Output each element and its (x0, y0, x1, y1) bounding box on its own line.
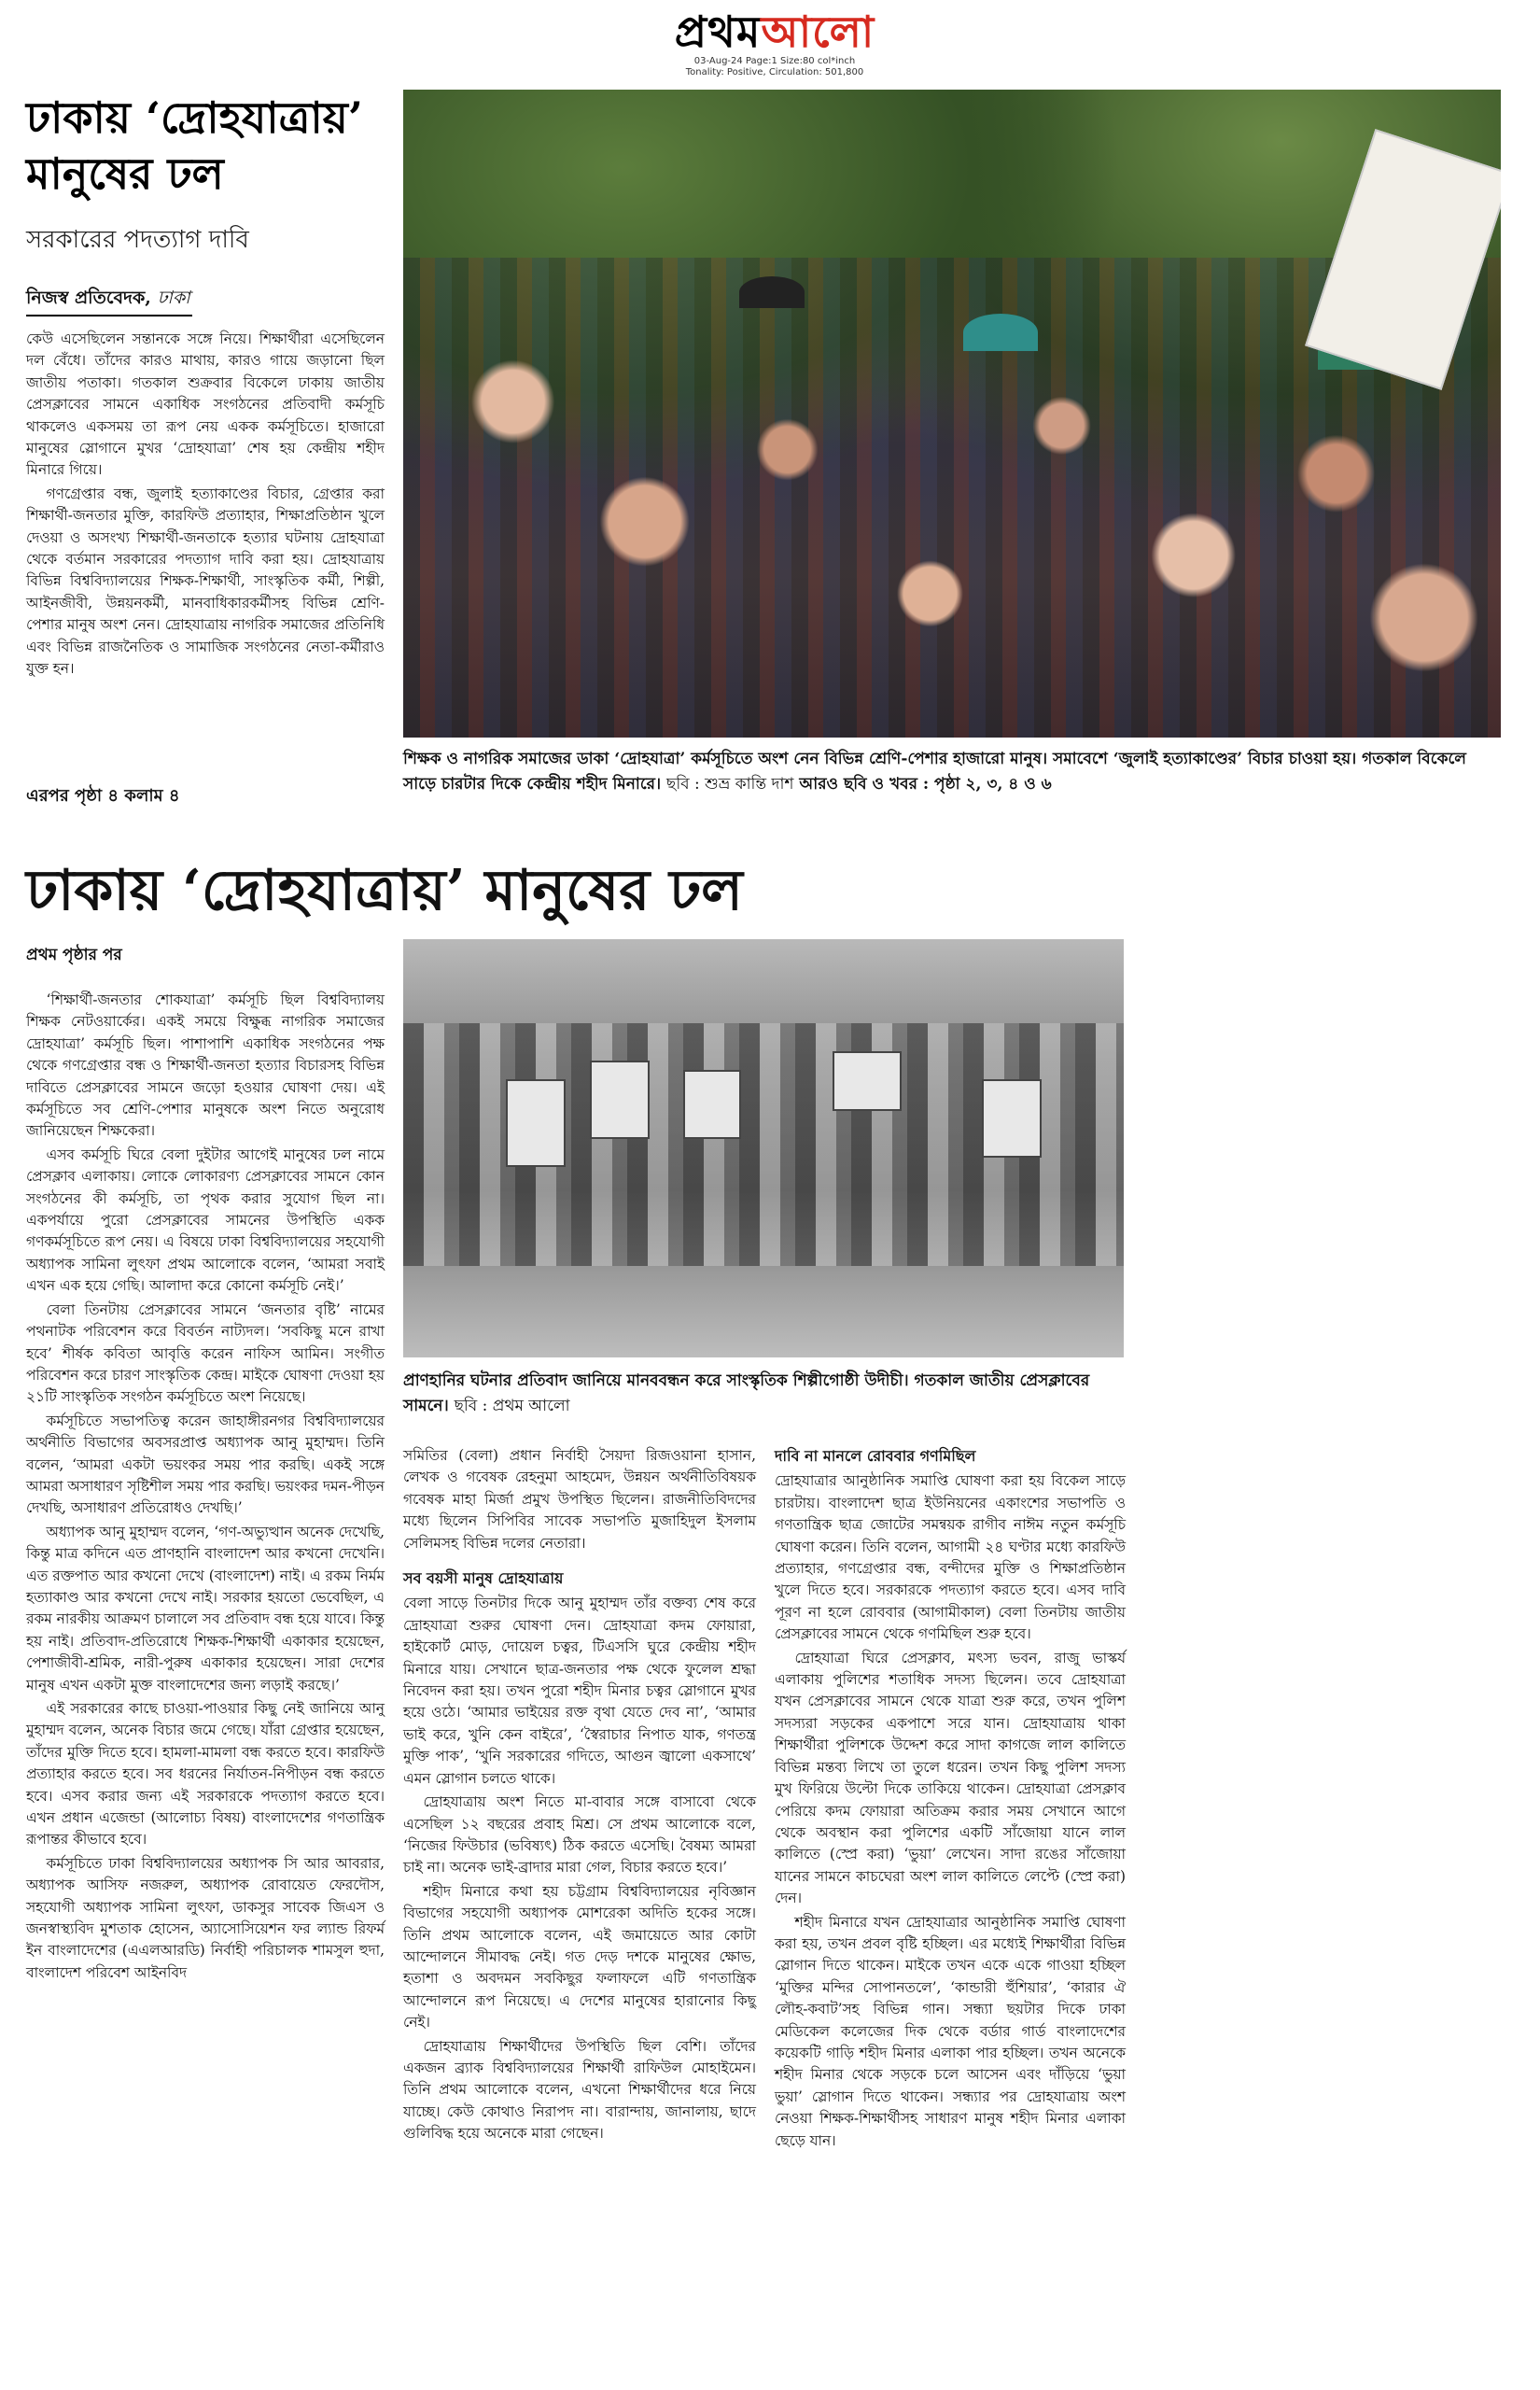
continuation-column-1 (26, 990, 385, 1986)
article-paragraph: দ্রোহযাত্রার আনুষ্ঠানিক সমাপ্তি ঘোষণা করা হয় বিকেল সাড়ে চারটায়। বাংলাদেশ ছাত্র ইউনিয়নের একাংশের সভাপতি ও গণতান্ত্রিক ছাত্র জোটের সমন্বয়ক রাগীব নাঈম নতুন কর্মসূচি ঘোষণা করেন। তিনি বলেন, আগামী ২৪ ঘণ্টার মধ্যে কারফিউ প্রত্যাহার, গণগ্রেপ্তার বন্ধ, বন্দীদের মুক্তি ও শিক্ষাপ্রতিষ্ঠান খুলে দিতে হবে। সরকারকে পদত্যাগ করতে হবে। এসব দাবি পূরণ না হলে রোববার (আগামীকাল) বেলা তিনটায় জাতীয় প্রেসক্লাবের সামনে থেকে গণমিছিল শুরু হবে। (775, 1472, 1126, 1643)
clip-info-2: Tonality: Positive, Circulation: 501,800 (685, 67, 864, 77)
placard (683, 1070, 741, 1139)
clip-info: 03-Aug-24 Page:1 Size:80 col*inch (693, 56, 856, 66)
photo-credit: ছবি : শুভ্র কান্তি দাশ (666, 775, 794, 794)
umbrella-shape (963, 314, 1038, 351)
article-paragraph: এসব কর্মসূচি ঘিরে বেলা দুইটার আগেই মানুষের ঢল নামে প্রেসক্লাব এলাকায়। লোকে লোকারণ্য প্রেসক্লাবের সামনে কোন সংগঠনের কী কর্মসূচি, তা পৃথক করার সুযোগ ছিল না। একপর্যায়ে পুরো প্রেসক্লাবের সামনের উপস্থিতি একক গণকর্মসূচিতে রূপ নেয়। এ বিষয়ে ঢাকা বিশ্ববিদ্যালয়ের সহযোগী অধ্যাপক সামিনা লুৎফা প্রথম আলোকে বলেন, ‘আমরা সবাই এখন এক হয়ে গেছি। আলাদা করে কোনো কর্মসূচি নেই।’ (26, 1146, 385, 1295)
lead-paragraph: গণগ্রেপ্তার বন্ধ, জুলাই হত্যাকাণ্ডের বিচার, গ্রেপ্তার করা শিক্ষার্থী-জনতার মুক্তি, কারফিউ প্রত্যাহার, শিক্ষাপ্রতিষ্ঠান খুলে দেওয়া ও অসংখ্য শিক্ষার্থী-জনতাকে হত্যার ঘটনায় দ্রোহযাত্রা থেকে বর্তমান সরকারের পদত্যাগ দাবি করা হয়। দ্রোহযাত্রায় বিভিন্ন বিশ্ববিদ্যালয়ের শিক্ষক-শিক্ষার্থী, সাংস্কৃতিক কর্মী, শিল্পী, আইনজীবী, উন্নয়নকর্মী, মানবাধিকারকর্মীসহ বিভিন্ন শ্রেণি-পেশার মানুষ অংশ নেন। দ্রোহযাত্রায় নাগরিক সমাজের প্রতিনিধি এবং বিভিন্ন রাজনৈতিক ও সামাজিক সংগঠনের নেতা-কর্মীরাও যুক্ত হন। (26, 485, 385, 678)
byline: নিজস্ব প্রতিবেদক, ঢাকা (26, 288, 190, 308)
article-paragraph: বেলা সাড়ে তিনটার দিকে আনু মুহাম্মদ তাঁর বক্তব্য শেষ করে দ্রোহযাত্রা শুরুর ঘোষণা দেন। দ্রোহযাত্রা কদম ফোয়ারা, হাইকোর্ট মোড়, দোয়েল চত্বর, টিএসসি ঘুরে কেন্দ্রীয় শহীদ মিনারে যায়। সেখানে ছাত্র-জনতার পক্ষ থেকে ফুলেল শ্রদ্ধা নিবেদন করা হয়। তখন পুরো শহীদ মিনার চত্বর স্লোগানে মুখর হয়ে ওঠে। ‘আমার ভাইয়ের রক্ত বৃথা যেতে দেব না’, ‘আমার ভাই করে, খুনি কেন বাইরে’, ‘স্বৈরাচার নিপাত যাক, গণতন্ত্র মুক্তি পাক’, ‘খুনি সরকারের গদিতে, আগুন জ্বালো একসাথে’ এমন স্লোগান চলতে থাকে। (403, 1595, 756, 1787)
article-paragraph: বেলা তিনটায় প্রেসক্লাবের সামনে ‘জনতার বৃষ্টি’ নামের পথনাটক পরিবেশন করে বিবর্তন নাট্যদল। ‘সবকিছু মনে রাখা হবে’ শীর্ষক কবিতা আবৃত্তি করেন নাফিস আমিন। সংগীত পরিবেশন করে চারণ সাংস্কৃতিক কেন্দ্র। মাইকে ঘোষণা দেওয়া হয় ২১টি সাংস্কৃতিক সংগঠন কর্মসূচিতে অংশ নিয়েছে। (26, 1300, 385, 1406)
lead-subheadline: সরকারের পদত্যাগ দাবি (26, 226, 249, 254)
continuation-headline: ঢাকায় ‘দ্রোহযাত্রায়’ মানুষের ঢল (26, 858, 743, 923)
lead-paragraph: কেউ এসেছিলেন সন্তানকে সঙ্গে নিয়ে। শিক্ষার্থীরা এসেছিলেন দল বেঁধে। তাঁদের কারও মাথায়, কারও গায়ে জড়ানো ছিল জাতীয় পতাকা। গতকাল শুক্রবার বিকেলে ঢাকায় জাতীয় প্রেসক্লাবের সামনে একাধিক সংগঠনের প্রতিবাদী কর্মসূচি থাকলেও একসময় তা রূপ নেয় একক কর্মসূচিতে। হাজারো মানুষের স্লোগানে মুখর ‘দ্রোহযাত্রা’ শেষ হয় কেন্দ্রীয় শহীদ মিনারে গিয়ে। (26, 330, 385, 479)
placard (506, 1079, 566, 1167)
section-subhead: সব বয়সী মানুষ দ্রোহযাত্রায় (403, 1569, 564, 1588)
umbrella-shape (739, 276, 805, 308)
continuation-column-2 (403, 1445, 756, 2147)
article-paragraph: দ্রোহযাত্রা ঘিরে প্রেসক্লাব, মৎস্য ভবন, রাজু ভাস্কর্য এলাকায় পুলিশের শতাধিক সদস্য ছিলেন। তবে দ্রোহযাত্রা যখন প্রেসক্লাবের সামনে থেকে যাত্রা শুরু করে, তখন পুলিশ সদস্যরা সড়কের একপাশে সরে যান। দ্রোহযাত্রায় থাকা শিক্ষার্থীরা পুলিশকে উদ্দেশ করে সাদা কাগজে লাল কালিতে বিভিন্ন মন্তব্য লিখে তা তুলে ধরেন। তখন কিছু পুলিশ সদস্য মুখ ফিরিয়ে উল্টো দিকে তাকিয়ে থাকেন। দ্রোহযাত্রা প্রেসক্লাব পেরিয়ে কদম ফোয়ারা অতিক্রম করার সময় সেখানে আগে থেকে অবস্থান করা পুলিশের একটি সাঁজোয়া যানে লাল কালিতে (স্প্রে করা) ‘ভুয়া’ লেখেন। সাদা রঙের সাঁজোয়া যানের সামনে কাচঘেরা অংশ লাল কালিতে লেপ্টে (স্প্রে করা) দেন। (775, 1649, 1126, 1907)
photo2-credit: ছবি : প্রথম আলো (454, 1397, 570, 1415)
masthead (597, 7, 952, 78)
from-front-label: প্রথম পৃষ্ঠার পর (26, 946, 122, 964)
placard (833, 1051, 902, 1111)
human-chain-photo (403, 939, 1124, 1357)
article-paragraph: কর্মসূচিতে ঢাকা বিশ্ববিদ্যালয়ের অধ্যাপক সি আর আবরার, অধ্যাপক আসিফ নজরুল, অধ্যাপক রোবায়েত ফেরদৌস, সহযোগী অধ্যাপক সামিনা লুৎফা, ডাকসুর সাবেক জিএস ও জনস্বাস্থ্যবিদ মুশতাক হোসেন, অ্যাসোসিয়েশন ফর ল্যান্ড রিফর্ম ইন বাংলাদেশের (এএলআরডি) নির্বাহী পরিচালক শামসুল হুদা, বাংলাদেশ পরিবেশ আইনবিদ (26, 1854, 385, 1981)
placard (590, 1061, 650, 1139)
article-paragraph: অধ্যাপক আনু মুহাম্মদ বলেন, ‘গণ-অভ্যুত্থান অনেক দেখেছি, কিন্তু মাত্র কদিনে এত প্রাণহানি বাংলাদেশ আর কখনো দেখেনি। এত রক্তপাত আর কখনো দেখে (বাংলাদেশ) নাই। এ রকম নির্মম হত্যাকাণ্ড আর কখনো দেখে নাই। সরকার হয়তো ভেবেছিল, এ রকম নারকীয় আক্রমণ চালালে সব প্রতিবাদ বন্ধ হয়ে যাবে। কিন্তু হয় নাই। প্রতিবাদ-প্রতিরোধে শিক্ষক-শিক্ষার্থী একাকার হয়েছেন, পেশাজীবী-শ্রমিক, নারী-পুরুষ একাকার হয়েছেন। সারা দেশের মানুষ এখন একটা মুক্ত বাংলাদেশের জন্য লড়াই করছে।’ (26, 1523, 385, 1694)
newspaper-logo: প্রথমআলো (674, 7, 875, 57)
placard (982, 1079, 1042, 1158)
photo-caption: শিক্ষক ও নাগরিক সমাজের ডাকা ‘দ্রোহযাত্রা’ কর্মসূচিতে অংশ নেন বিভিন্ন শ্রেণি-পেশার হাজারো মানুষ। সমাবেশে ‘জুলাই হত্যাকাণ্ডের’ বিচার চাওয়া হয়। গতকাল বিকেলে সাড়ে চারটার দিকে কেন্দ্রীয় শহীদ মিনারে। ছবি : শুভ্র কান্তি দাশ আরও ছবি ও খবর : পৃষ্ঠা ২, ৩, ৪ ও ৬ (403, 750, 1466, 794)
article-paragraph: দ্রোহযাত্রায় অংশ নিতে মা-বাবার সঙ্গে বাসাবো থেকে এসেছিল ১২ বছরের প্রবাহ মিশ্র। সে প্রথম আলোকে বলে, ‘নিজের ফিউচার (ভবিষ্যৎ) ঠিক করতে এসেছি। বৈষম্য আমরা চাই না। অনেক ভাই-ব্রাদার মারা গেল, বিচার করতে হবে।’ (403, 1793, 756, 1877)
article-paragraph: কর্মসূচিতে সভাপতিত্ব করেন জাহাঙ্গীরনগর বিশ্ববিদ্যালয়ের অর্থনীতি বিভাগের অবসরপ্রাপ্ত অধ্যাপক আনু মুহাম্মদ। তিনি বলেন, ‘আমরা একটা ভয়ংকর সময় পার করছি। একই সঙ্গে আমরা অসাধারণ সৃষ্টিশীল সময় পার করছি। ভয়ংকর দমন-পীড়ন দেখছি, অসাধারণ প্রতিরোধও দেখছি।’ (26, 1412, 385, 1517)
article-paragraph: সমিতির (বেলা) প্রধান নির্বাহী সৈয়দা রিজওয়ানা হাসান, লেখক ও গবেষক রেহনুমা আহমেদ, উন্নয়ন অর্থনীতিবিষয়ক গবেষক মাহা মির্জা প্রমুখ উপস্থিত ছিলেন। রাজনীতিবিদদের মধ্যে ছিলেন সিপিবির সাবেক সভাপতি মুজাহিদুল ইসলাম সেলিমসহ বিভিন্ন দলের নেতারা। (403, 1447, 756, 1552)
article-paragraph: শহীদ মিনারে যখন দ্রোহযাত্রার আনুষ্ঠানিক সমাপ্তি ঘোষণা করা হয়, তখন প্রবল বৃষ্টি হচ্ছিল। এর মধ্যেই শিক্ষার্থীরা বিভিন্ন স্লোগান দিতে থাকেন। মাইকে তখন একে একে গাওয়া হচ্ছিল ‘মুক্তির মন্দির সোপানতলে’, ‘কান্ডারী হুঁশিয়ার’, ‘কারার ঐ লৌহ-কবাট’সহ বিভিন্ন গান। সন্ধ্যা ছয়টার দিকে ঢাকা মেডিকেল কলেজের দিক থেকে বর্ডার গার্ড বাংলাদেশের কয়েকটি গাড়ি শহীদ মিনার এলাকা পার হচ্ছিল। তখন অনেকে শহীদ মিনার থেকে সড়কে চলে আসেন এবং দাঁড়িয়ে ‘ভুয়া ভুয়া’ স্লোগান দিতে থাকেন। সন্ধ্যার পর দ্রোহযাত্রায় অংশ নেওয়া শিক্ষক-শিক্ষার্থীসহ সাধারণ মানুষ শহীদ মিনার এলাকা ছেড়ে যান। (775, 1913, 1126, 2149)
byline-rule (26, 315, 192, 316)
rally-photo (403, 90, 1501, 738)
more-news: আরও ছবি ও খবর : পৃষ্ঠা ২, ৩, ৪ ও ৬ (799, 775, 1052, 794)
continuation-column-3 (775, 1445, 1126, 2154)
section-subhead: দাবি না মানলে রোববার গণমিছিল (775, 1447, 976, 1465)
lead-body (26, 329, 385, 682)
article-paragraph: দ্রোহযাত্রায় শিক্ষার্থীদের উপস্থিতি ছিল বেশি। তাঁদের একজন ব্র্যাক বিশ্ববিদ্যালয়ের শিক্ষার্থী রাফিউল মোহাইমেন। তিনি প্রথম আলোকে বলেন, এখনো শিক্ষার্থীদের ধরে নিয়ে যাচ্ছে। কেউ কোথাও নিরাপদ না। বারান্দায়, জানালায়, ছাদে গুলিবিদ্ধ হয়ে অনেকে মারা গেছেন। (403, 2037, 756, 2143)
article-paragraph: ‘শিক্ষার্থী-জনতার শোকযাত্রা’ কর্মসূচি ছিল বিশ্ববিদ্যালয় শিক্ষক নেটওয়ার্কের। একই সময়ে বিক্ষুব্ধ নাগরিক সমাজের দ্রোহযাত্রা’ কর্মসূচি ছিল। পাশাপাশি একাধিক সংগঠনের পক্ষ থেকে গণগ্রেপ্তার বন্ধ ও শিক্ষার্থী-জনতা হত্যার বিচারসহ বিভিন্ন দাবিতে প্রেসক্লাবের সামনে জড়ো হওয়ার ঘোষণা দেয়। এই কর্মসূচিতে সব শ্রেণি-পেশার মানুষকে অংশ নিতে অনুরোধ জানিয়েছেন শিক্ষকেরা। (26, 991, 385, 1140)
lead-headline: ঢাকায় ‘দ্রোহযাত্রায়’ মানুষের ঢল (26, 92, 363, 199)
photo2-caption: প্রাণহানির ঘটনার প্রতিবাদ জানিয়ে মানববন্ধন করে সাংস্কৃতিক শিল্পীগোষ্ঠী উদীচী। গতকাল জাতীয় প্রেসক্লাবের সামনে। ছবি : প্রথম আলো (403, 1371, 1090, 1415)
jump-line: এরপর পৃষ্ঠা ৪ কলাম ৪ (26, 786, 180, 806)
article-paragraph: এই সরকারের কাছে চাওয়া-পাওয়ার কিছু নেই জানিয়ে আনু মুহাম্মদ বলেন, অনেক বিচার জমে গেছে। যাঁরা গ্রেপ্তার হয়েছেন, তাঁদের মুক্তি দিতে হবে। হামলা-মামলা বন্ধ করতে হবে। কারফিউ প্রত্যাহার করতে হবে। সব ধরনের নির্যাতন-নিপীড়ন বন্ধ করতে হবে। এসব করার জন্য এই সরকারকে পদত্যাগ করতে হবে। এখন প্রধান এজেন্ডা (আলোচ্য বিষয়) বাংলাদেশের গণতান্ত্রিক রূপান্তর কীভাবে হবে। (26, 1700, 385, 1849)
article-paragraph: শহীদ মিনারে কথা হয় চট্টগ্রাম বিশ্ববিদ্যালয়ের নৃবিজ্ঞান বিভাগের সহযোগী অধ্যাপক মোশরেকা অদিতি হকের সঙ্গে। তিনি প্রথম আলোকে বলেন, এই জমায়েতে আর কোটা আন্দোলনে সীমাবদ্ধ নেই। গত দেড় দশকে মানুষের ক্ষোভ, হতাশা ও অবদমন সবকিছুর ফলাফলে এটি গণতান্ত্রিক আন্দোলনে রূপ নিয়েছে। এ দেশের মানুষের হারানোর কিছু নেই। (403, 1882, 756, 2032)
